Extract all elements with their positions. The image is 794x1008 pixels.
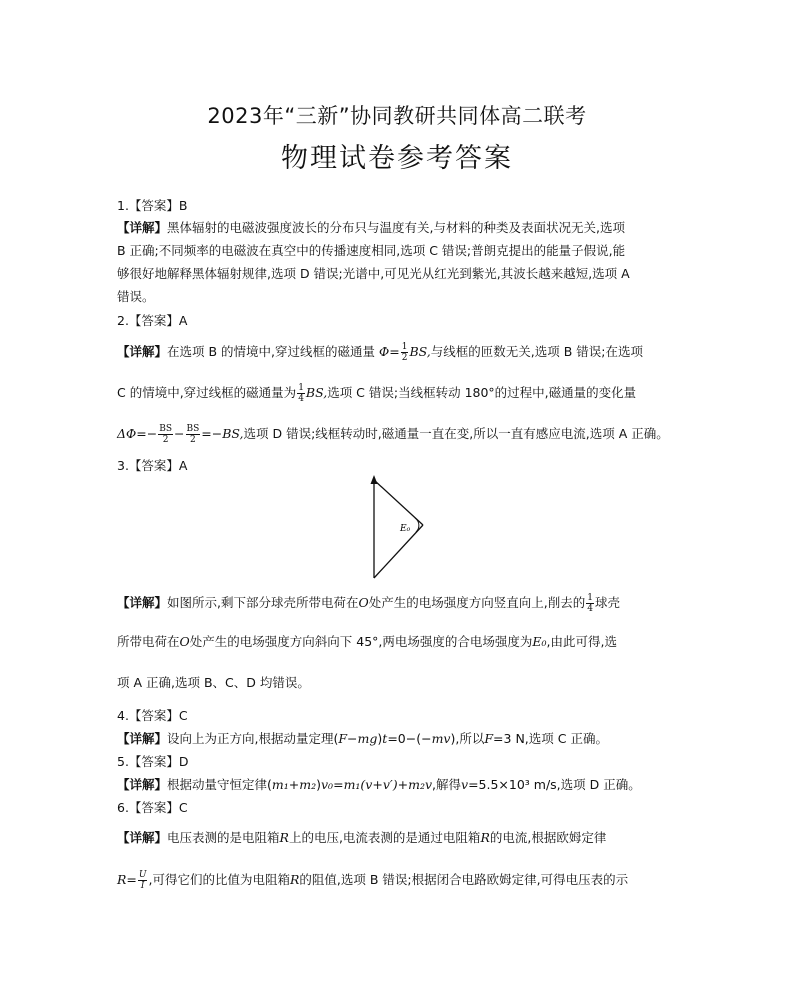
field-label: E₀ (400, 524, 411, 534)
formula: m₁+m₂ (271, 777, 317, 792)
detail-tag: 【详解】 (117, 220, 168, 235)
formula: =−BS, (201, 426, 244, 441)
formula: R (480, 830, 490, 845)
q4-text: 设向上为正方向,根据动量定理( (167, 731, 339, 746)
exam-title: 2023年“三新”协同教研共同体高二联考 (207, 104, 587, 128)
q4-answer: 4.【答案】C (117, 708, 188, 723)
q1-detail-line: 错误。 (117, 289, 155, 304)
formula: v₀ (321, 777, 334, 792)
q3-text: 球壳 (594, 595, 620, 610)
q6-text: 的阻值,选项 B 错误;根据闭合电路欧姆定律,可得电压表的示 (299, 872, 629, 887)
formula: v (461, 777, 469, 792)
formula: − (174, 426, 185, 441)
detail-tag: 【详解】 (117, 595, 168, 610)
q3-detail-line (117, 634, 687, 650)
q1-detail-line (117, 220, 687, 236)
q6-text: 上的电压,电流表测的是通过电阻箱 (288, 830, 481, 845)
q6-answer: 6.【答案】C (117, 800, 188, 815)
q3-answer: 3.【答案】A (117, 458, 188, 473)
q4-text: =0−(− (387, 731, 432, 746)
q5-text: ) (316, 777, 321, 792)
formula: R= (117, 872, 137, 887)
fraction: $\frac{1}{2}$ (401, 342, 408, 363)
formula: BS, (409, 344, 431, 359)
q5-detail-line (117, 777, 687, 793)
q3-text: 处产生的电场强度方向竖直向上,削去的 (368, 595, 586, 610)
q3-text: 所带电荷在 (117, 634, 180, 649)
detail-tag: 【详解】 (117, 344, 168, 359)
q2-answer: 2.【答案】A (117, 313, 188, 328)
formula: F−mg (338, 731, 378, 746)
detail-tag: 【详解】 (117, 777, 168, 792)
q5-answer: 5.【答案】D (117, 754, 189, 769)
field-diagram (360, 472, 440, 584)
formula: m₁(v+v′)+m₂v (343, 777, 433, 792)
q1-detail-line: B 正确;不同频率的电磁波在真空中的传播速度相同,选项 C 错误;普朗克提出的能量子假说,能 (117, 243, 626, 258)
q2-detail-line (117, 383, 687, 404)
point-o: O (358, 595, 369, 610)
q3-detail-line: 项 A 正确,选项 B、C、D 均错误。 (117, 675, 310, 690)
flux-symbol: Φ= (379, 344, 400, 359)
q4-text: =3 N,选项 C 正确。 (493, 731, 608, 746)
q2-text: 与线框的匝数无关,选项 B 错误;在选项 (430, 344, 643, 359)
q5-text: =5.5×10³ m/s,选项 D 正确。 (468, 777, 641, 792)
diagonal-field-line (374, 525, 423, 578)
formula: R (289, 872, 300, 887)
q2-text: 选项 C 错误;当线框转动 180°的过程中,磁通量的变化量 (327, 385, 637, 400)
exam-subtitle: 物理试卷参考答案 (281, 143, 513, 174)
q6-text: 的电流,根据欧姆定律 (489, 830, 607, 845)
q6-detail-line (117, 870, 687, 891)
q2-text: 在选项 B 的情境中,穿过线框的磁通量 (167, 344, 376, 359)
formula: R (279, 830, 289, 845)
point-o: O (179, 634, 190, 649)
field-e0: E₀ (532, 634, 547, 649)
q4-detail-line (117, 731, 687, 747)
q5-text: = (333, 777, 344, 792)
formula: ΔΦ=− (117, 426, 158, 441)
q6-text: 电压表测的是电阻箱 (167, 830, 280, 845)
q5-text: 根据动量守恒定律( (167, 777, 272, 792)
q4-text: ) (377, 731, 383, 746)
formula: BS, (305, 385, 328, 400)
q2-text: C 的情境中,穿过线框的磁通量为 (117, 385, 297, 400)
q6-text: ,可得它们的比值为电阻箱 (148, 872, 290, 887)
q2-detail-line (117, 342, 687, 363)
fraction: $\frac{1}{4}$ (298, 383, 304, 404)
q6-detail-line (117, 830, 687, 846)
formula: t (382, 731, 388, 746)
detail-tag: 【详解】 (117, 830, 168, 845)
q2-text: 选项 D 错误;线框转动时,磁通量一直在变,所以一直有感应电流,选项 A 正确。 (243, 426, 669, 441)
q1-answer: 1.【答案】B (117, 198, 188, 213)
q1-text: 黑体辐射的电磁波强度波长的分布只与温度有关,与材料的种类及表面状况无关,选项 (167, 220, 625, 235)
q3-text: 如图所示,剩下部分球壳所带电荷在 (167, 595, 359, 610)
q3-text: ,由此可得,选 (546, 634, 617, 649)
q1-detail-line: 够很好地解释黑体辐射规律,选项 D 错误;光谱中,可见光从红光到紫光,其波长越来越短,选项 A (117, 266, 630, 281)
formula: mv (431, 731, 451, 746)
q5-text: ,解得 (432, 777, 461, 792)
fraction: $\frac{1}{4}$ (587, 593, 593, 614)
fraction: $\frac{BS}{2}$ (186, 424, 200, 445)
q3-detail-line (117, 593, 687, 614)
fraction: $\frac{U}{I}$ (138, 870, 147, 891)
q3-text: 处产生的电场强度方向斜向下 45°,两电场强度的合电场强度为 (189, 634, 533, 649)
fraction: $\frac{BS}{2}$ (159, 424, 173, 445)
q2-detail-line (117, 424, 687, 445)
detail-tag: 【详解】 (117, 731, 168, 746)
formula: F (484, 731, 494, 746)
q4-text: ),所以 (450, 731, 485, 746)
